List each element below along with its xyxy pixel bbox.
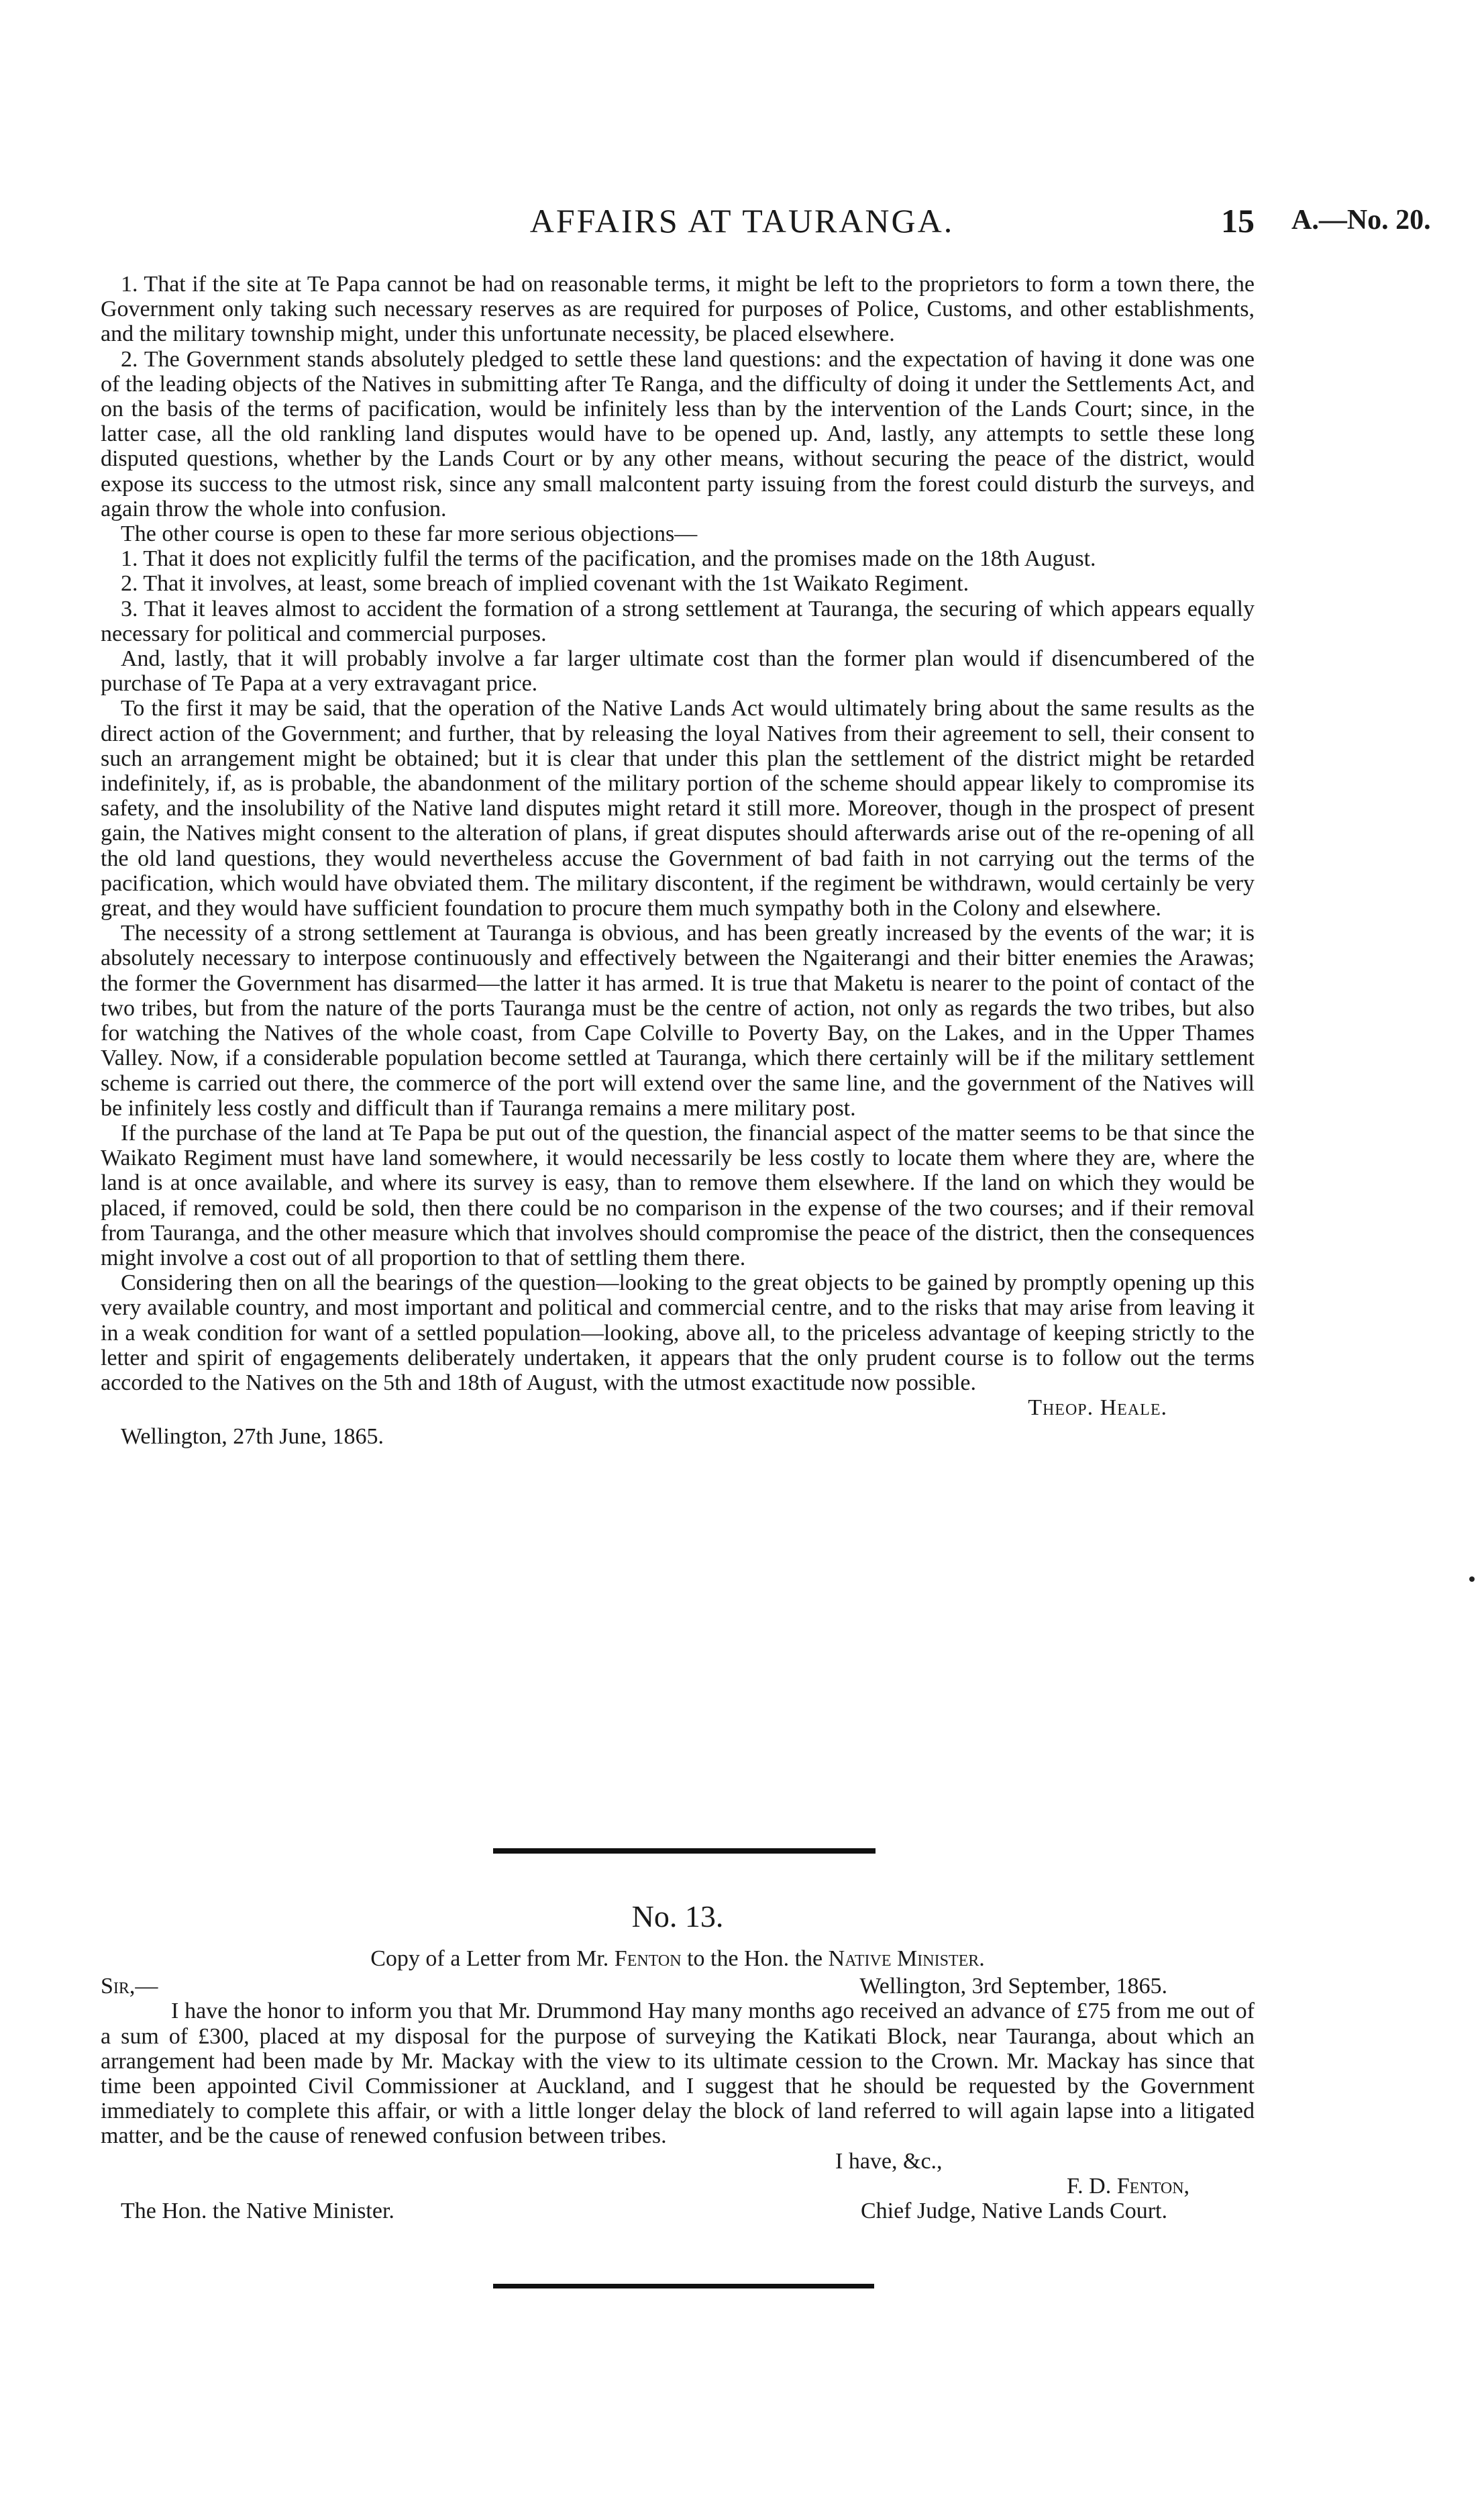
margin-mark bbox=[1469, 1576, 1475, 1582]
signatory bbox=[101, 2174, 1255, 2199]
paragraph: If the purchase of the land at Te Papa be put out of the question, the financial aspect of the matter seems to be that since the Waikato Regiment must have land somewhere, it would necessarily be less costly to locate them where they are, where the land is at once available, and where its survey is easy, than to remove them elsewhere. If the land on which they would be placed, if removed, could be sold, then there could be no comparison in the expense of the two courses; and if their removal from Tauranga, and the other measure which that involves should compromise the peace of the district, then the consequences might involve a cost out of all proportion to that of settling them there. bbox=[101, 1120, 1255, 1270]
letter-no-13 bbox=[101, 1899, 1255, 2223]
location-date: Wellington, 3rd September, 1865. bbox=[859, 1974, 1167, 1999]
paragraph: The other course is open to these far more serious objections— bbox=[121, 521, 698, 547]
letter-subject bbox=[101, 1946, 1255, 1971]
paragraph: 2. The Government stands absolutely pledged to settle these land questions: and the expectation of having it done was one of the leading objects of the Natives in submitting after Te Ranga, and the difficulty of doing it under the Settlements Act, and on the basis of the terms of pacification, would be infinitely less than by the intervention of the Lands Court; since, in the latter case, all the old rankling land disputes would have to be opened up. And, lastly, any attempts to settle these long disputed questions, whether by the Lands Court or by any other means, without securing the peace of the district, would expose its success to the utmost risk, since any small malcontent party issuing from the forest could disturb the surveys, and again throw the whole into confusion. bbox=[101, 346, 1255, 521]
paragraph: The necessity of a strong settlement at Tauranga is obvious, and has been greatly increased by the events of the war; it is absolutely necessary to interpose continuously and effectively between the Ngaiterangi and their bitter enemies the Arawas; the former the Government has disarmed—the latter it has armed. It is true that Maketu is nearer to the point of contact of the two tribes, but from the nature of the ports Tauranga must be the centre of action, not only as regards the two tribes, but also for watching the Natives of the whole coast, from Cape Colville to Poverty Bay, on the Lakes, and in the Upper Thames Valley. Now, if a considerable population become settled at Tauranga, which there certainly will be if the military settlement scheme is carried out there, the commerce of the port will extend over the same line, and the government of the Natives will be infinitely less costly and difficult than if Tauranga remains a mere military post. bbox=[101, 921, 1255, 1121]
signature: Theop. Heale. bbox=[1028, 1395, 1167, 1421]
section-divider bbox=[493, 1848, 876, 1854]
subject-mid: to the Hon. the bbox=[687, 1946, 823, 1971]
dateline: Wellington, 27th June, 1865. bbox=[121, 1424, 384, 1450]
document-reference: A.—No. 20. bbox=[1291, 205, 1431, 236]
paragraph: 2. That it involves, at least, some breach of implied covenant with the 1st Waikato Regiment. bbox=[121, 571, 969, 597]
letter-body: I have the honor to inform you that Mr. Drummond Hay many months ago received an advance of £75 from me out of a sum of £300, placed at my disposal for the purpose of surveying the Katikati Block, near Tauranga, about which an arrangement had been made by Mr. Mackay with the view to its ultimate cession to the Crown. Mr. Mackay has since that time been appointed Civil Commissioner at Auckland, and I suggest that he should be requested by the Government immediately to complete this affair, or with a little longer delay the block of land referred to will again lapse into a litigated matter, and be the cause of renewed confusion between tribes. bbox=[101, 1999, 1255, 2149]
from-name: Fenton bbox=[614, 1946, 682, 1971]
addressee: The Hon. the Native Minister. bbox=[121, 2199, 394, 2224]
salutation-row bbox=[101, 1974, 1255, 1999]
paragraph: 1. That if the site at Te Papa cannot be had on reasonable terms, it might be left to the proprietors to form a town there, the Government only taking such necessary reserves as are required for purposes of Police, Customs, and other establishments, and the military township might, under this unfortunate necessity, be placed elsewhere. bbox=[101, 272, 1255, 347]
page-number: 15 bbox=[1221, 202, 1255, 240]
to-name: Native Minister. bbox=[828, 1946, 985, 1971]
closing-line: I have, &c., bbox=[835, 2148, 943, 2174]
sender-title: Chief Judge, Native Lands Court. bbox=[860, 2199, 1167, 2224]
section-divider bbox=[493, 2284, 874, 2288]
paragraph: And, lastly, that it will probably involve a far larger ultimate cost than the former plan would if disencumbered of the purchase of Te Papa at a very extravagant price. bbox=[101, 646, 1255, 697]
paragraph: 1. That it does not explicitly fulfil the terms of the pacification, and the promises made on the 18th August. bbox=[121, 546, 1096, 572]
running-title: AFFAIRS AT TAURANGA. bbox=[529, 202, 955, 240]
signatory-name: F. D. Fenton, bbox=[1067, 2173, 1190, 2199]
subject-prefix: Copy of a Letter from Mr. bbox=[370, 1946, 609, 1971]
report-body bbox=[101, 272, 1255, 1450]
paragraph: 3. That it leaves almost to accident the formation of a strong settlement at Tauranga, the securing of which appears equally necessary for political and commercial purposes. bbox=[101, 596, 1255, 646]
paragraph: Considering then on all the bearings of the question—looking to the great objects to be gained by promptly opening up this very available country, and most important and political and commercial centre, and to the risks that may arise from leaving it in a weak condition for want of a settled population—looking, above all, to the priceless advantage of keeping strictly to the letter and spirit of engagements deliberately undertaken, it appears that the only prudent course is to follow out the terms accorded to the Natives on the 5th and 18th of August, with the utmost exactitude now possible. bbox=[101, 1270, 1255, 1395]
letter-number: No. 13. bbox=[631, 1899, 724, 1933]
page-header bbox=[0, 201, 1484, 255]
letter-footer bbox=[101, 2199, 1255, 2223]
paragraph: To the first it may be said, that the operation of the Native Lands Act would ultimately bring about the same results as the direct action of the Government; and further, that by releasing the loyal Natives from their agreement to sell, their consent to such an arrangement might be obtained; but it is clear that under this plan the settlement of the district might be retarded indefinitely, if, as is probable, the abandonment of the military portion of the scheme should appear likely to compromise its safety, and the insolubility of the Native land disputes might retard it still more. Moreover, though in the prospect of present gain, the Natives might consent to the alteration of plans, if great disputes should afterwards arise out of the re-opening of all the old land questions, they would nevertheless accuse the Government of bad faith in not carrying out the terms of the pacification, which would have obviated them. The military discontent, if the regiment be withdrawn, would certainly be very great, and they would have sufficient foundation to procure them much sympathy both in the Colony and elsewhere. bbox=[101, 696, 1255, 921]
salutation: Sir,— bbox=[101, 1974, 158, 1999]
